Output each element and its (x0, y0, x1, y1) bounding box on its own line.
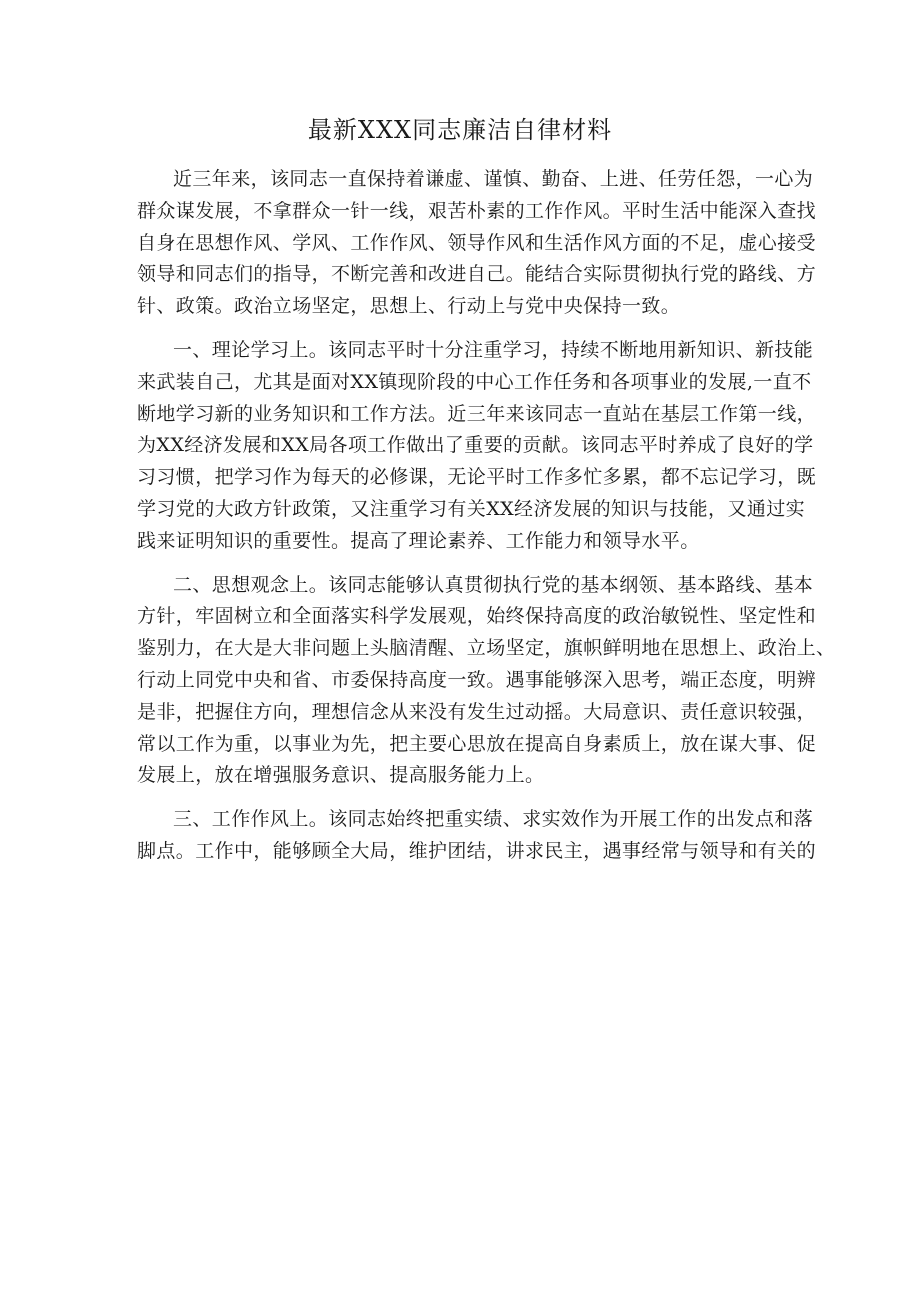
document-title: 最新XXX同志廉洁自律材料 (307, 116, 613, 144)
text-line: 自身在思想作风、学风、工作作风、领导作风和生活作风方面的不足，虚心接受 (137, 231, 817, 254)
text-line: 近三年来，该同志一直保持着谦虚、谨慎、勤奋、上进、任劳任怨，一心为 (173, 168, 814, 190)
text-line: 群众谋发展，不拿群众一针一线，艰苦朴素的工作作风。平时生活中能深入查找 (137, 199, 817, 222)
paragraph (137, 164, 817, 323)
text-line: 践来证明知识的重要性。提高了理论素养、工作能力和领导水平。 (137, 529, 700, 552)
text-line: 鉴别力，在大是大非问题上头脑清醒、立场坚定，旗帜鲜明地在思想上、政治上、 (137, 637, 836, 660)
document-body (137, 164, 836, 880)
paragraph (137, 335, 817, 558)
text-line: 常以工作为重，以事业为先，把主要心思放在提高自身素质上，放在谋大事、促 (137, 732, 817, 755)
text-line: 脚点。工作中，能够顾全大局，维护团结，讲求民主，遇事经常与领导和有关的 (137, 839, 817, 862)
text-line: 方针，牢固树立和全面落实科学发展观，始终保持高度的政治敏锐性、坚定性和 (137, 605, 817, 628)
text-line: 针、政策。政治立场坚定，思想上、行动上与党中央保持一致。 (137, 295, 681, 318)
text-line: 三、工作作风上。该同志始终把重实绩、求实效作为开展工作的出发点和落 (173, 808, 814, 831)
text-line: 一、理论学习上。该同志平时十分注重学习，持续不断地用新知识、新技能 (173, 338, 814, 361)
paragraph (137, 804, 817, 868)
paragraph (137, 570, 836, 793)
text-line: 二、思想观念上。该同志能够认真贯彻执行党的基本纲领、基本路线、基本 (173, 573, 814, 596)
text-line: 是非，把握住方向，理想信念从来没有发生过动摇。大局意识、责任意识较强， (137, 700, 817, 723)
text-line: 来武装自己，尤其是面对XX镇现阶段的中心工作任务和各项事业的发展,一直不 (137, 370, 812, 393)
text-line: 为XX经济发展和XX局各项工作做出了重要的贡献。该同志平时养成了良好的学 (137, 434, 814, 457)
text-line: 行动上同党中央和省、市委保持高度一致。遇事能够深入思考，端正态度，明辨 (137, 668, 817, 691)
text-line: 学习党的大政方针政策，又注重学习有关XX经济发展的知识与技能，又通过实 (137, 497, 806, 520)
text-line: 发展上，放在增强服务意识、提高服务能力上。 (137, 764, 545, 787)
text-line: 领导和同志们的指导，不断完善和改进自己。能结合实际贯彻执行党的路线、方 (137, 263, 817, 286)
text-line: 习习惯，把学习作为每天的必修课，无论平时工作多忙多累，都不忘记学习，既 (137, 466, 817, 489)
text-line: 断地学习新的业务知识和工作方法。近三年来该同志一直站在基层工作第一线， (137, 402, 817, 425)
